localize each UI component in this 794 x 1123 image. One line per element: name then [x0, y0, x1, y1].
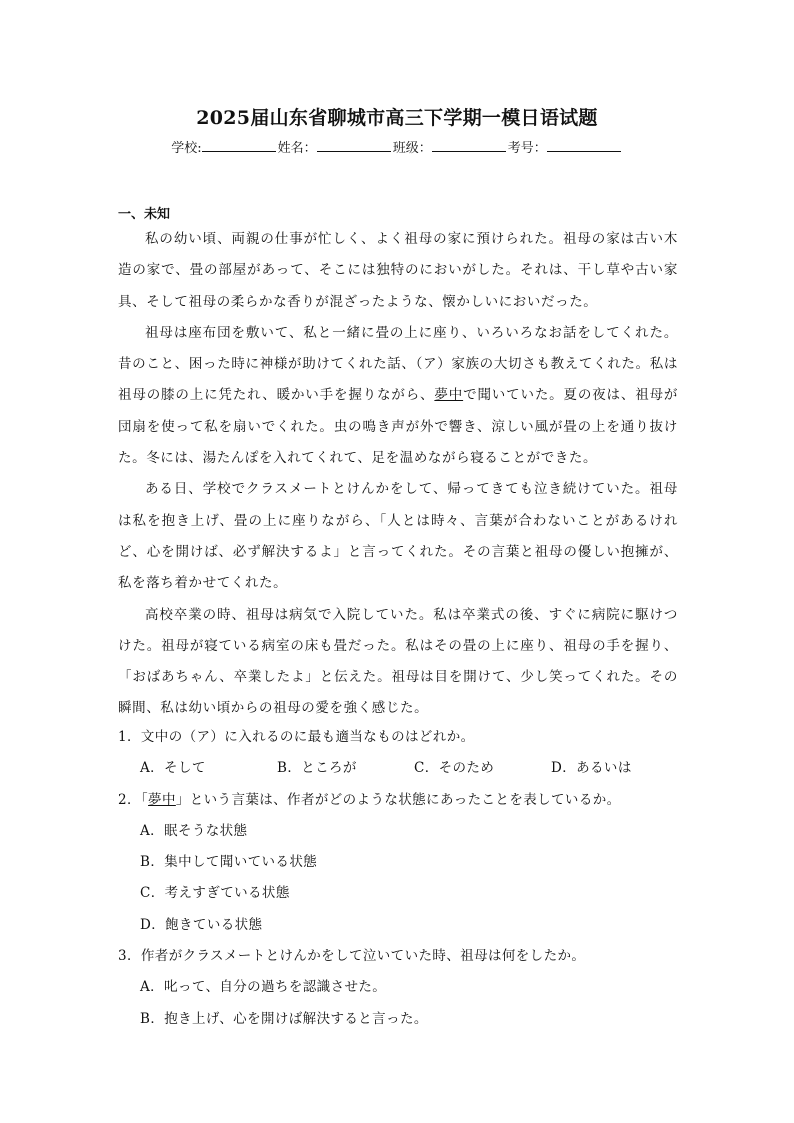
q2-text-b: 」という言葉は、作者がどのような状態にあったことを表しているか。 — [175, 791, 621, 808]
q2-text-a: 2．「 — [118, 791, 149, 808]
name-blank[interactable] — [317, 139, 391, 152]
q1-option-d[interactable]: D．あるいは — [551, 760, 632, 777]
exam-title: 2025届山东省聊城市高三下学期一模日语试题 — [196, 107, 598, 129]
q2-underlined-word: 夢中 — [148, 791, 176, 808]
name-label: 姓名： — [277, 141, 317, 156]
question-3: 3．作者がクラスメートとけんかをして泣いていた時、祖母は何をしたか。 — [118, 948, 586, 965]
student-info-line — [0, 137, 794, 156]
q3-option-b[interactable]: B．抱き上げ、心を開けば解決すると言った。 — [140, 1010, 428, 1027]
underlined-word: 夢中 — [434, 387, 464, 404]
question-1-options — [118, 753, 688, 784]
section-heading: 一、未知 — [118, 207, 171, 222]
reading-passage — [118, 224, 678, 725]
school-label: 学校: — [171, 141, 202, 156]
question-1: 1．文中の（ア）に入れるのに最も適当なものはどれか。 — [118, 729, 475, 745]
q2-option-b[interactable]: B．集中して聞いている状態 — [140, 854, 318, 871]
q1-option-a[interactable]: A．そして — [140, 760, 206, 777]
q1-option-b[interactable]: B．ところが — [277, 760, 357, 777]
school-blank[interactable] — [202, 139, 276, 152]
q2-option-c[interactable]: C．考えすぎている状態 — [140, 885, 290, 902]
questions — [118, 722, 688, 1035]
paragraph-2-text-b: で聞いていた。夏の夜は、祖母が団扇を使って私を扇いでくれた。虫の鳴き声が外で響き、涼しい風が畳の上を通り抜けた。冬には、湯たんぽを入れてくれて、足を温めながら寝ることができた。 — [118, 387, 679, 467]
exam-number-blank[interactable] — [547, 139, 621, 152]
q1-option-c[interactable]: C．そのため — [414, 760, 495, 777]
q3-option-a[interactable]: A．叱って、自分の過ちを認識させた。 — [140, 979, 387, 996]
paragraph-1: 私の幼い頃、両親の仕事が忙しく、よく祖母の家に預けられた。祖母の家は古い木造の家で、畳の部屋があって、そこには独特のにおいがした。それは、干し草や古い家具、そして祖母の柔らかな香りが混ざったような、懐かしいにおいだった。 — [118, 231, 678, 310]
question-2 — [118, 785, 688, 816]
paragraph-2-text-a: 祖母は座布団を敷いて、私と一緒に畳の上に座り、いろいろなお話をしてくれた。昔のこと、困った時に神様が助けてくれた話、（ア）家族の大切さも教えてくれた。私は祖母の膝の上に凭たれ、暖かい手を握りながら、 — [118, 324, 678, 404]
paragraph-3: ある日、学校でクラスメートとけんかをして、帰ってきても泣き続けていた。祖母は私を抱き上げ、畳の上に座りながら、「人とは時々、言葉が合わないことがあるけれど、心を開けば、必ず解決するよ」と言ってくれた。その言葉と祖母の優しい抱擁が、私を落ち着かせてくれた。 — [118, 481, 678, 592]
class-blank[interactable] — [432, 139, 506, 152]
q2-option-d[interactable]: D．飽きている状態 — [140, 916, 263, 933]
q2-option-a[interactable]: A．眠そうな状態 — [140, 822, 248, 839]
exam-number-label: 考号： — [507, 141, 547, 156]
paragraph-2 — [118, 318, 678, 474]
paragraph-4: 高校卒業の時、祖母は病気で入院していた。私は卒業式の後、すぐに病院に駆けつけた。祖母が寝ている病室の床も畳だった。私はその畳の上に座り、祖母の手を握り、「おばあちゃん、卒業したよ」と伝えた。祖母は目を開けて、少し笑ってくれた。その瞬間、私は幼い頃からの祖母の愛を強く感じた。 — [118, 606, 678, 717]
class-label: 班级： — [392, 141, 432, 156]
